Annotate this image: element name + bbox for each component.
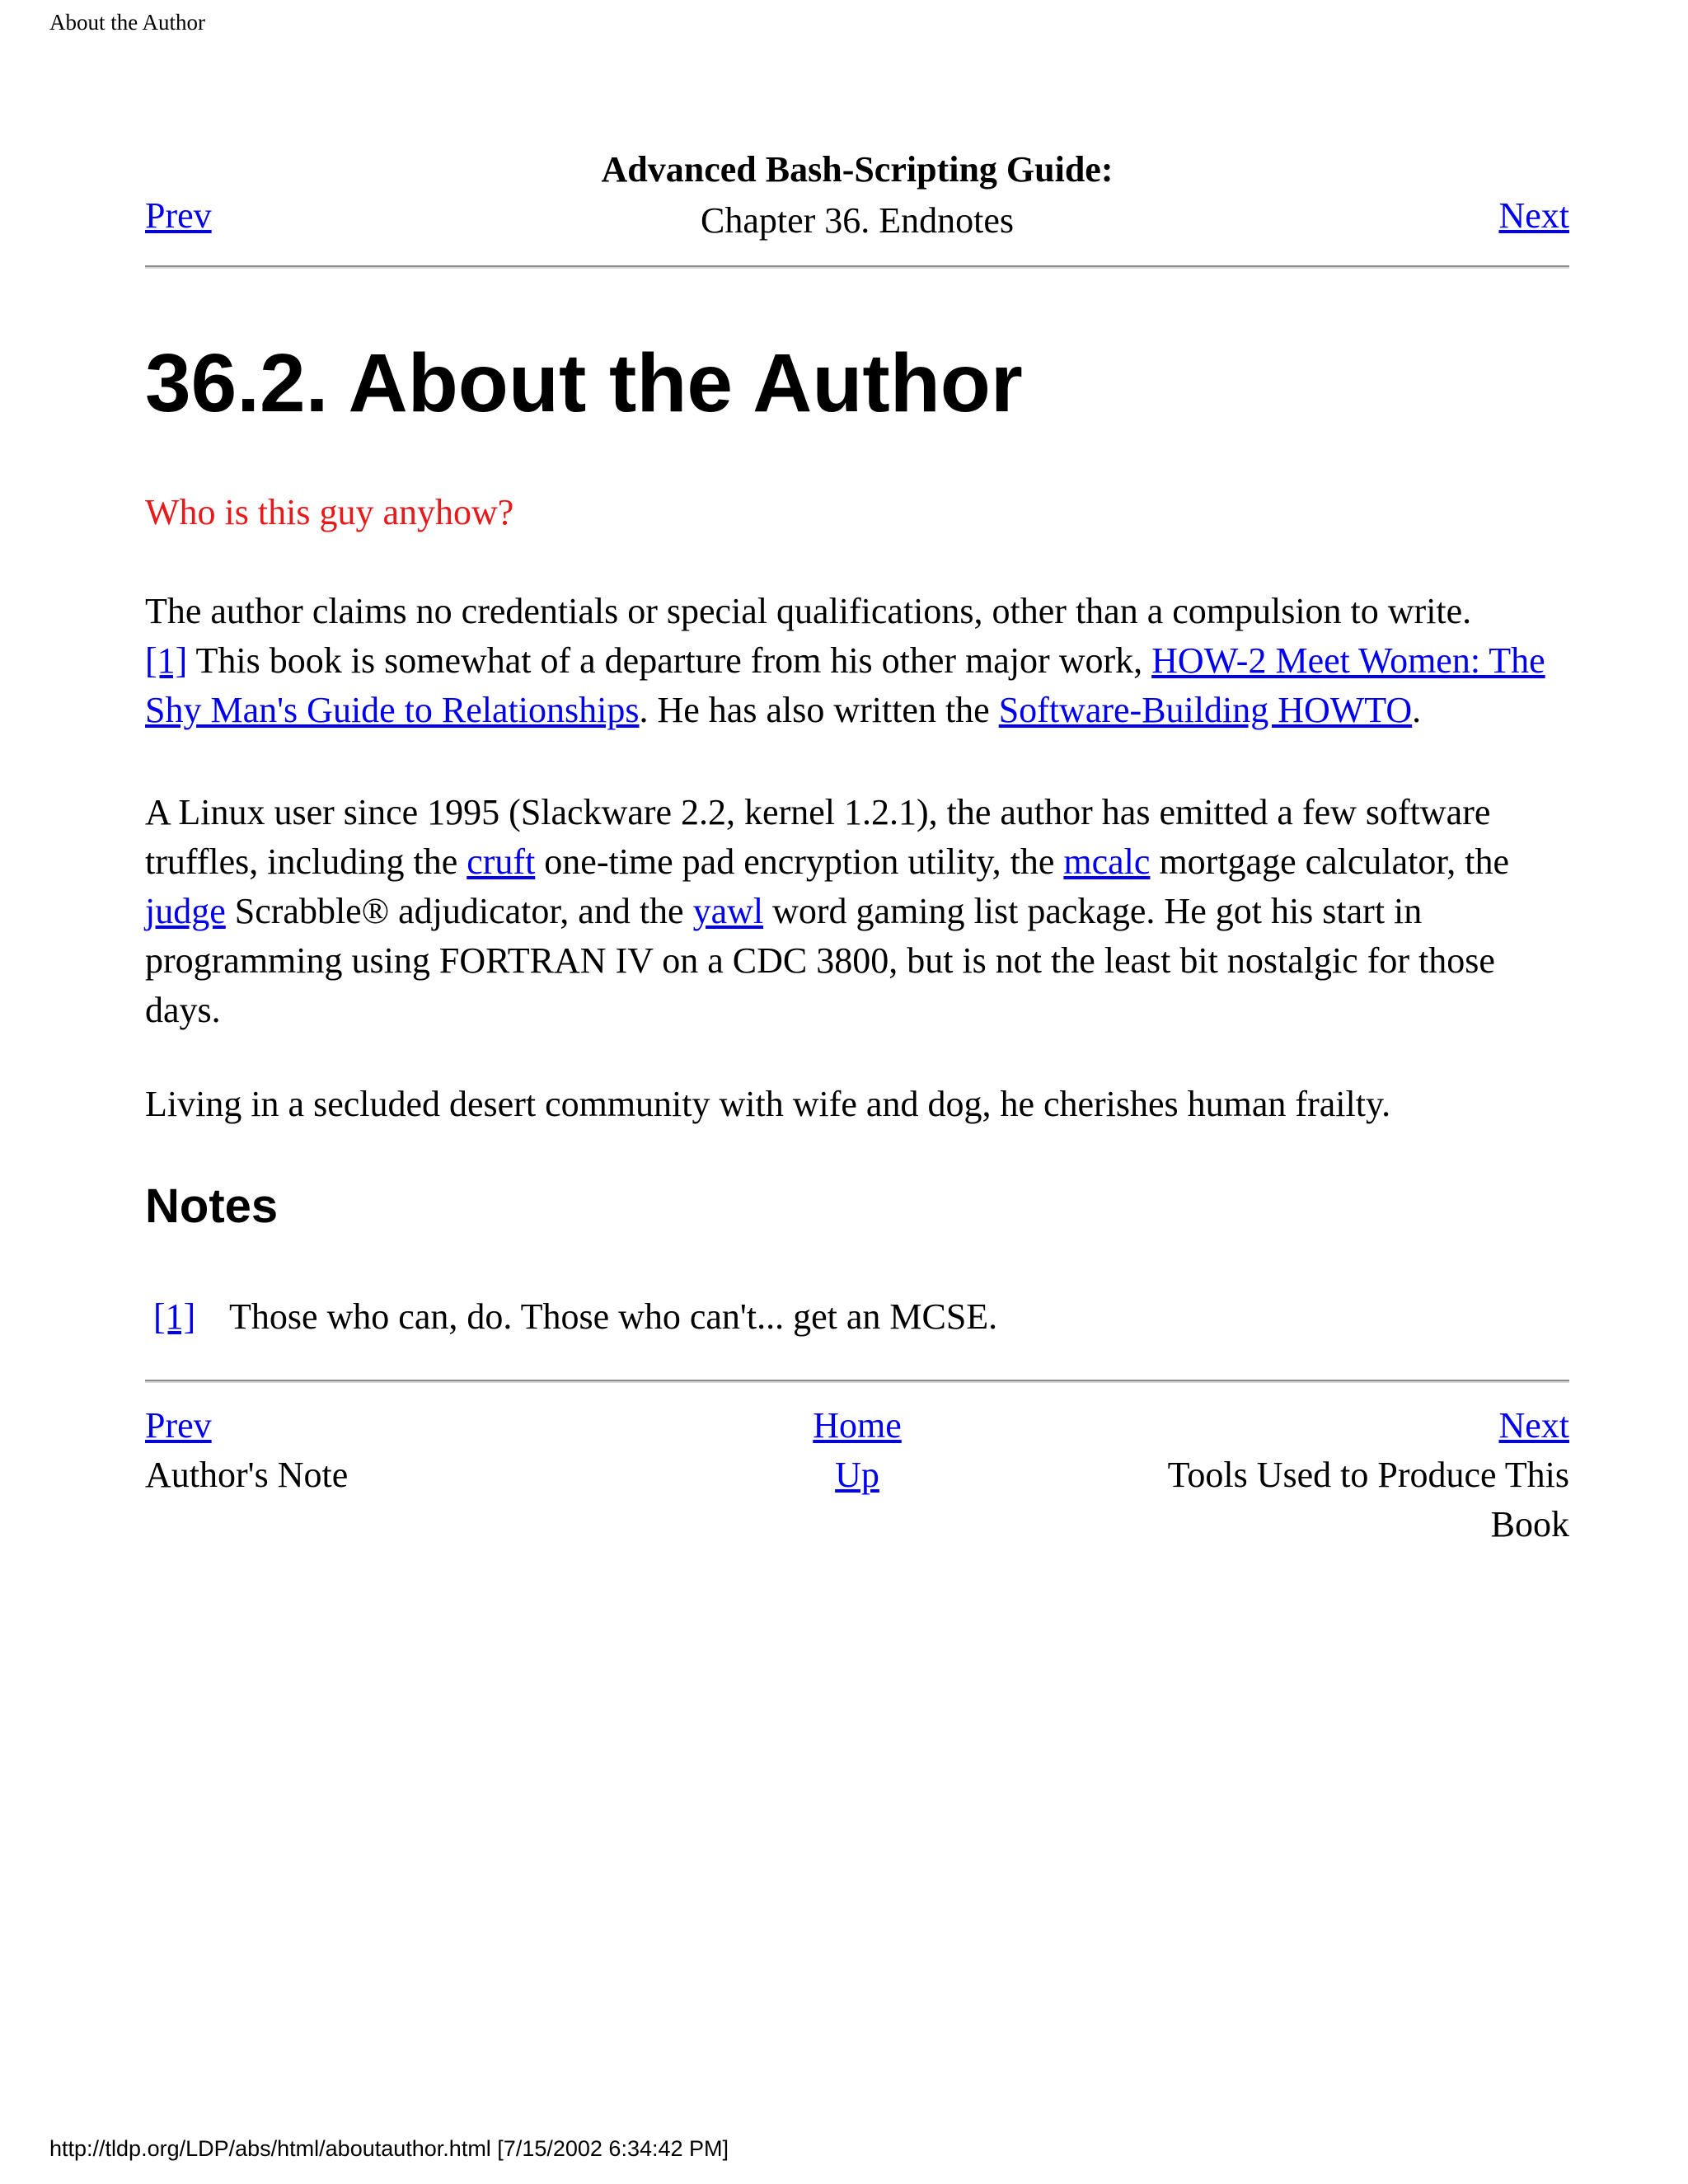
paragraph-text: word gaming list package. He got his start in programming using FORTRAN IV on a CDC 3800, but is not the least bit nostalgic for those days. bbox=[145, 891, 1495, 1030]
cruft-link[interactable]: cruft bbox=[467, 841, 536, 882]
judge-link[interactable]: judge bbox=[145, 891, 226, 931]
chapter-title: Chapter 36. Endnotes bbox=[700, 200, 1015, 241]
paragraph-text: This book is somewhat of a departure from his other major work, bbox=[187, 640, 1152, 681]
bottom-nav-center bbox=[620, 1401, 1095, 1500]
next-page-title: Tools Used to Produce This Book bbox=[1167, 1455, 1569, 1544]
paragraph-desert: Living in a secluded desert community with wife and dog, he cherishes human frailty. bbox=[145, 1084, 1391, 1124]
bottom-navigation bbox=[145, 1401, 1569, 1558]
yawl-link[interactable]: yawl bbox=[692, 891, 764, 931]
print-footer-url: http://tldp.org/LDP/abs/html/aboutauthor.html [7/15/2002 6:34:42 PM] bbox=[49, 2136, 729, 2161]
paragraph-text: Scrabble® adjudicator, and the bbox=[225, 891, 693, 931]
section-title: 36.2. About the Author bbox=[145, 337, 1023, 429]
paragraph-text: . bbox=[1412, 690, 1422, 730]
top-divider bbox=[145, 265, 1569, 269]
paragraph-text: mortgage calculator, the bbox=[1150, 841, 1510, 882]
paragraph-text: A Linux user since 1995 (Slackware 2.2, kernel 1.2.1), the author has emitted a few software truffles, including the bbox=[145, 792, 1491, 882]
next-link-top[interactable]: Next bbox=[1498, 195, 1569, 236]
software-building-howto-link[interactable]: Software-Building HOWTO bbox=[998, 690, 1413, 730]
mcalc-link[interactable]: mcalc bbox=[1063, 841, 1151, 882]
prev-page-title: Author's Note bbox=[145, 1455, 349, 1495]
how2-meet-women-link[interactable]: HOW-2 Meet Women: The Shy Man's Guide to Relationships bbox=[145, 640, 1545, 730]
book-title: Advanced Bash-Scripting Guide: bbox=[601, 149, 1114, 190]
footnote-number-link[interactable]: [1] bbox=[153, 1296, 196, 1337]
bottom-nav-right bbox=[1095, 1401, 1569, 1549]
bottom-nav-left bbox=[145, 1401, 620, 1500]
home-link[interactable]: Home bbox=[813, 1405, 902, 1446]
prev-link-bottom[interactable]: Prev bbox=[145, 1405, 212, 1446]
paragraph-credentials bbox=[145, 587, 1569, 735]
paragraph-linux-user bbox=[145, 788, 1569, 1035]
footnote-text: Those who can, do. Those who can't... get an MCSE. bbox=[229, 1296, 998, 1337]
next-link-bottom[interactable]: Next bbox=[1498, 1405, 1569, 1446]
epigraph: Who is this guy anyhow? bbox=[145, 492, 514, 532]
paragraph-text: The author claims no credentials or special qualifications, other than a compulsion to write. bbox=[145, 591, 1472, 631]
footnote-item bbox=[153, 1296, 997, 1338]
paragraph-text: . He has also written the bbox=[639, 690, 999, 730]
top-navigation bbox=[145, 148, 1569, 255]
paragraph-text: one-time pad encryption utility, the bbox=[535, 841, 1064, 882]
up-link[interactable]: Up bbox=[835, 1455, 879, 1495]
footnote-ref-link[interactable]: [1] bbox=[145, 640, 188, 681]
print-header: About the Author bbox=[49, 10, 205, 35]
bottom-divider bbox=[145, 1380, 1569, 1383]
notes-heading: Notes bbox=[145, 1179, 279, 1233]
prev-link-top[interactable]: Prev bbox=[145, 195, 212, 236]
